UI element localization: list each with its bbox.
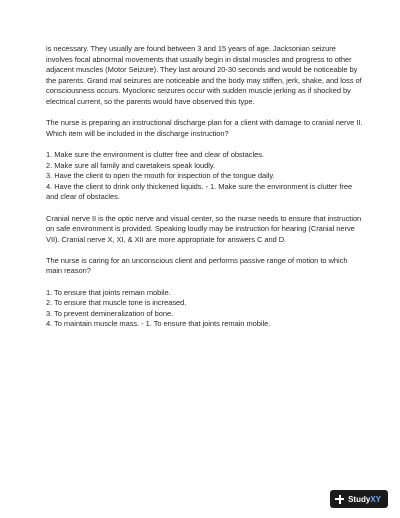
option-item: 2. Make sure all family and caretakers speak loudly. (46, 160, 216, 170)
studyxy-badge[interactable] (330, 490, 388, 508)
option-item: 2. To ensure that muscle tone is increased. (46, 298, 187, 308)
option-item: 3. To prevent demineralization of bone. (46, 308, 174, 318)
option-item: 1. To ensure that joints remain mobile. (46, 287, 171, 297)
question-1-stem: The nurse is preparing an instructional discharge plan for a client with damage to cranial nerve II. Which item will be included in the discharge instruction? (46, 118, 363, 138)
question-2-stem: The nurse is caring for an unconscious client and performs passive range of motion to which main reason? (46, 255, 348, 276)
option-item: 4. Have the client to drink only thickened liquids. - 1. Make sure the environment is clutter free and clear of obstacles. (46, 181, 353, 202)
plus-icon (335, 495, 344, 504)
option-item: 4. To maintain muscle mass. - 1. To ensure that joints remain mobile. (46, 319, 271, 329)
brand-xy: XY (370, 494, 381, 504)
question-1-options (46, 150, 364, 203)
option-item: 1. Make sure the environment is clutter free and clear of obstacles. (46, 149, 264, 159)
question-2-options (46, 288, 364, 330)
option-item: 3. Have the client to open the mouth for inspection of the tongue daily. (46, 171, 275, 181)
document-body (46, 44, 364, 341)
question-1-rationale: Cranial nerve II is the optic nerve and visual center, so the nurse needs to ensure that instruction on safe environment is provided. Speaking loudly may be instruction for hearing (Cranial nerve VII). Cranial nerve X, XI, & XII are more appropriate for answers C and D. (46, 213, 362, 244)
brand-study: Study (348, 494, 371, 504)
paragraph-seizures: is necessary. They usually are found between 3 and 15 years of age. Jacksonian seizure involves focal abnormal movements that usually begin in distal muscles and progress to other adjacent muscles (Motor Seizure). They last around 20-30 seconds and would be noticeable by the parents. Grand mal seizures are noticeable and the body may stiffen, jerk, shake, and loss of consciousness occurs. Myoclonic seizures occur with sudden muscle jerking as if shocked by electrical current, so the parents would have observed this type. (46, 44, 362, 106)
brand-text (348, 495, 381, 504)
